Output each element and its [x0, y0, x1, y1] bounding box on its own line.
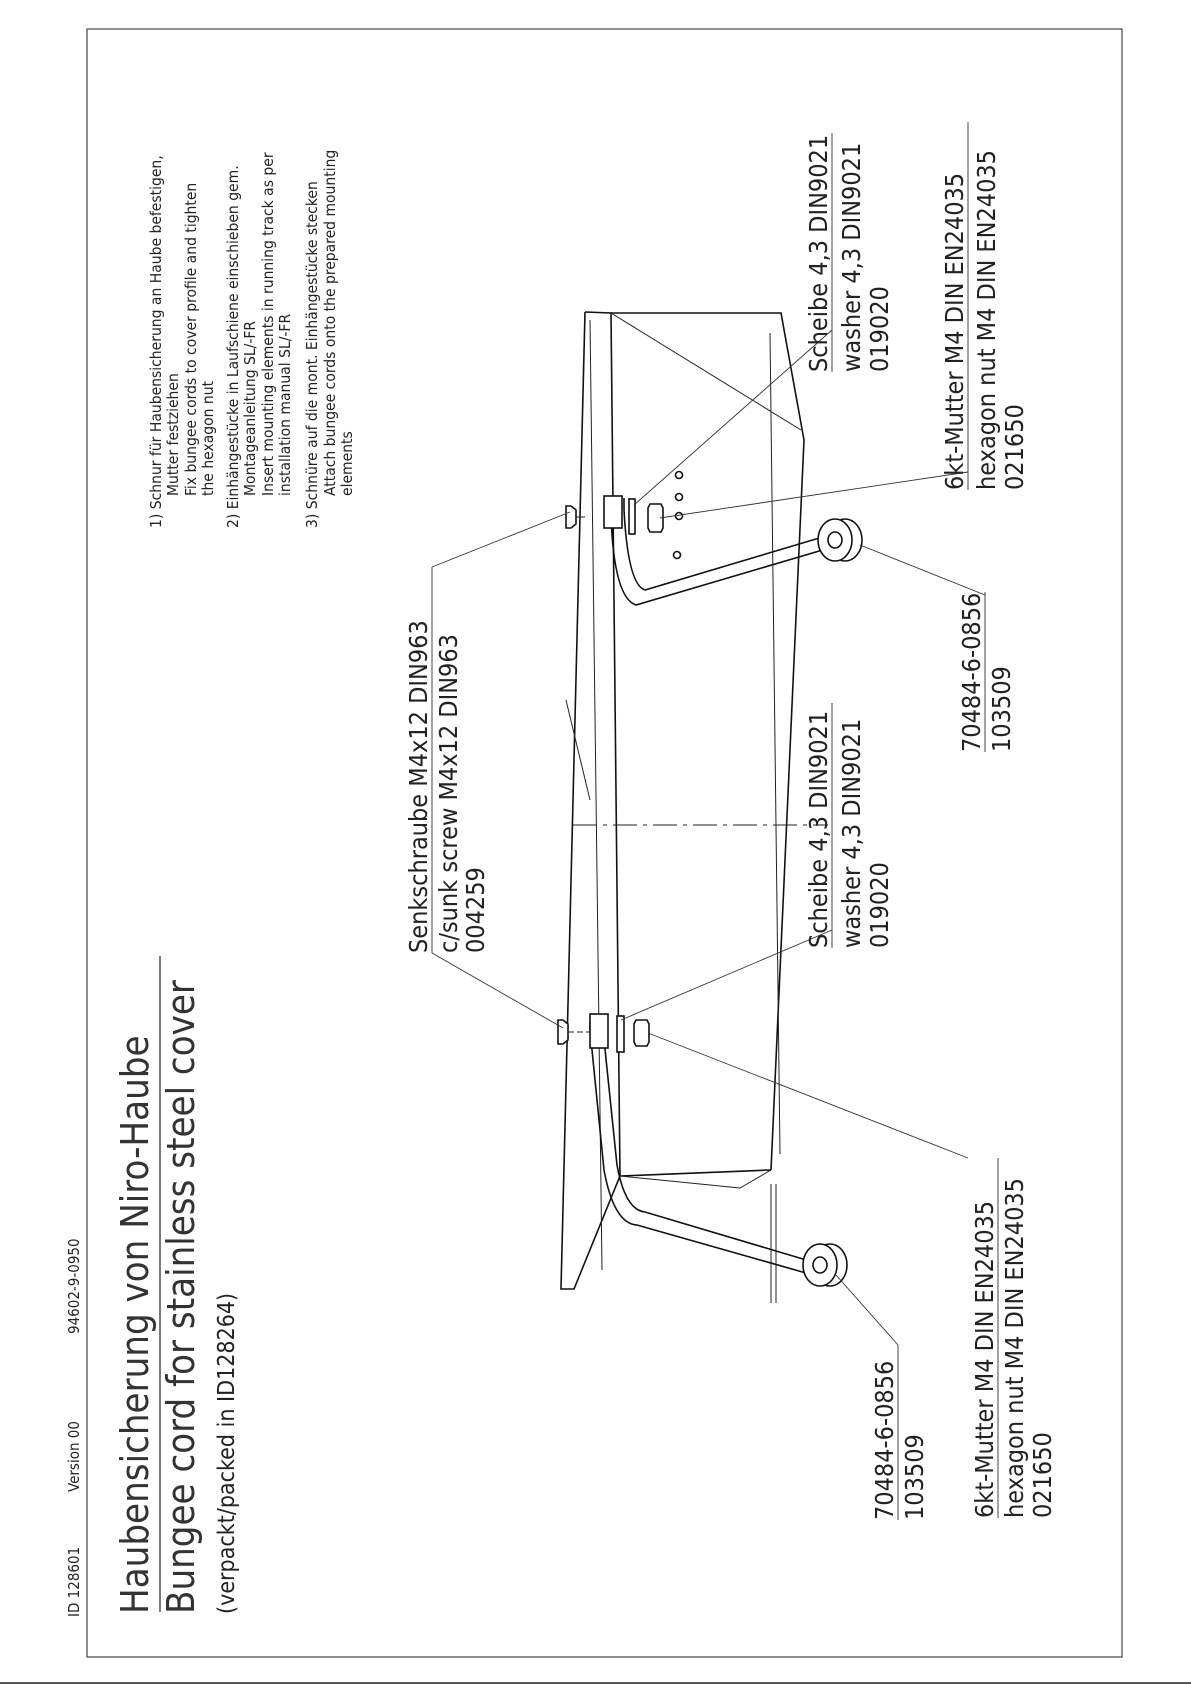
- note-line: installation manual SL/-FR: [276, 313, 294, 496]
- header-id: ID 128601: [65, 1546, 83, 1617]
- note-line: 2) Einhängestücke in Laufschiene einschieben gem.: [224, 165, 242, 528]
- note-line: Fix bungee cords to cover profile and tighten: [182, 182, 200, 496]
- label-line-number: 004259: [461, 867, 490, 953]
- label-line-number: 019020: [865, 862, 894, 948]
- label-nut-top: [940, 122, 1029, 490]
- note-line: Mutter festziehen: [164, 373, 182, 496]
- note-line: elements: [338, 431, 356, 496]
- title-de: Haubensicherung von Niro-Haube: [113, 1035, 157, 1614]
- label-line-number: 021650: [1000, 404, 1029, 490]
- label-line-number: 103509: [987, 666, 1016, 752]
- fixing-top: [566, 496, 862, 605]
- label-line-en: washer 4,3 DIN9021: [837, 142, 866, 372]
- note-line: Attach bungee cords onto the prepared mounting: [321, 149, 339, 496]
- label-line-en: hexagon nut M4 DIN EN24035: [972, 150, 1001, 490]
- leader-lines: [432, 330, 985, 1345]
- label-line-number: 021650: [1028, 1432, 1057, 1518]
- note-line: Insert mounting elements in running track as per: [259, 152, 277, 496]
- label-line-number: 103509: [900, 1434, 929, 1520]
- label-line-en: c/sunk screw M4x12 DIN963: [434, 634, 463, 953]
- label-line-de: Senkschraube M4x12 DIN963: [404, 620, 433, 953]
- label-line-de: Scheibe 4,3 DIN9021: [804, 710, 833, 948]
- note-line: 3) Schnüre auf die mont. Einhängestücke stecken: [303, 181, 321, 528]
- title-packed: (verpackt/packed in ID128264): [214, 1292, 240, 1614]
- label-nut-bottom: [970, 1158, 1057, 1518]
- label-line-en: hexagon nut M4 DIN EN24035: [1000, 1178, 1029, 1518]
- label-cord-bottom: [870, 1345, 929, 1520]
- label-washer-top: [804, 133, 894, 372]
- note-line: Montageanleitung SL/-FR: [241, 320, 259, 496]
- note-line: the hexagon nut: [199, 380, 217, 496]
- header-drawing-number: 94602-9-0950: [65, 1238, 83, 1334]
- header-version: Version 00: [65, 1421, 83, 1492]
- label-line-de: 6kt-Mutter M4 DIN EN24035: [970, 1200, 999, 1518]
- label-line-number: 019020: [865, 286, 894, 372]
- label-line-part: 70484-6-0856: [870, 1360, 899, 1520]
- title-en: Bungee cord for stainless steel cover: [159, 980, 203, 1614]
- label-line-part: 70484-6-0856: [957, 592, 986, 752]
- label-line-en: washer 4,3 DIN9021: [837, 718, 866, 948]
- assembly-notes: [147, 150, 356, 528]
- note-line: 1) Schnur für Haubensicherung an Haube befestigen,: [147, 155, 165, 528]
- label-screw: [404, 567, 490, 953]
- label-cord-top: [957, 592, 1016, 752]
- label-line-de: 6kt-Mutter M4 DIN EN24035: [940, 172, 969, 490]
- label-line-de: Scheibe 4,3 DIN9021: [804, 134, 833, 372]
- cover-profile: [561, 312, 828, 1303]
- label-washer-middle: [804, 703, 894, 948]
